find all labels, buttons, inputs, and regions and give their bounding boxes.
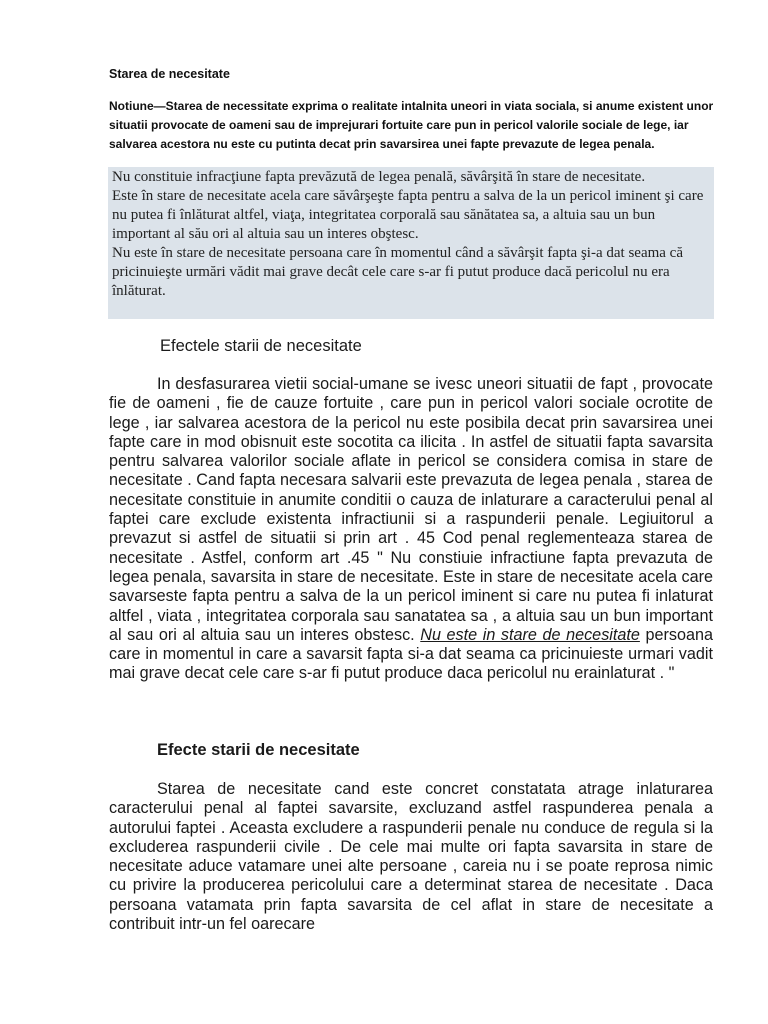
legal-paragraph-1: Nu constituie infracţiune fapta prevăzută de legea penală, săvârşită în stare de necesitate. [112,169,646,185]
body-paragraph-1 [109,375,713,684]
section-heading-efecte: Efecte starii de necesitate [157,741,360,759]
body-text-after: persoana care in momentul in care a savarsit fapta si-a dat seama ca pricinuieste urmari vadit mai grave decat cele care s-ar fi putut produce daca pericolul nu erainlaturat . " [109,625,713,683]
notiune-paragraph: Notiune—Starea de necessitate exprima o realitate intalnita uneori in viata sociala, si anume existent unor situatii provocate de oameni sau de imprejurari fortuite care pun in pericol valorile sociale de lege, iar salvarea acestora nu este cu putinta decat prin savarsirea unei fapte prevazute de legea penala. [109,99,714,151]
body-paragraph-2: Starea de necesitate cand este concret constatata atrage inlaturarea caracterului penal al faptei savarsite, excluzand astfel raspunderea penala a autorului faptei . Aceasta excludere a raspunderii penale nu conduce de regula si la excluderea raspunderii civile . De cele mai multe ori fapta savarsita in stare de necesitate aduce vatamare unei alte persoane , careia nu i se poate reprosa nimic cu privire la producerea pericolului care a determinat starea de necesitate . Daca persoana vatamata prin fapta savarsita de cel aflat in stare de necesitate a contribuit intr-un fel oarecare [109,780,713,934]
document-title: Starea de necesitate [109,67,230,81]
legal-paragraph-3: Nu este în stare de necesitate persoana care în momentul când a săvârşit fapta şi-a dat seama că pricinuieşte urmări vădit mai grave decât cele care s-ar fi putut produce dacă pericolul nu era înlăturat. [112,245,683,299]
body-text-before: In desfasurarea vietii social-umane se ivesc uneori situatii de fapt , provocate fie de oameni , fie de cauze fortuite , care pun in pericol valori sociale ocrotite de lege , iar salvarea acestora de la pericol nu este posibila decat prin savarsirea unei fapte care in mod obisnuit este socotita ca ilicita . In astfel de situatii fapta savarsita pentru salvarea valorilor sociale aflate in pericol se considera comisa in stare de necesitate . Cand fapta necesara salvarii este prevazuta de legea penala , starea de necesitate constituie in anumite conditii o cauza de inlaturare a caracterului penal al faptei care exclude existenta infractiunii si a raspunderii penale. Legiuitorul a prevazut si astfel de situatii si prin art . 45 Cod penal reglementeaza starea de necesitate . Astfel, conform art .45 " Nu constiuie infractiune fapta prevazuta de legea penala, savarsita in stare de necesitate. Este in stare de necesitate acela care savarseste fapta pentru a salva de la un pericol iminent si care nu putea fi inlaturat altfel , viata , integritatea corporala sau sanatatea sa , a altuia sau un bun important al sau ori al altuia sau un interes obstesc. [109,375,713,644]
legal-paragraph-2: Este în stare de necesitate acela care săvârşeşte fapta pentru a salva de la un pericol iminent şi care nu putea fi înlăturat altfel, viaţa, integritatea corporală sau sănătatea sa, a altuia sau un bun important al său ori al altuia sau un interes obştesc. [112,188,704,242]
emphasized-phrase: Nu este in stare de necesitate [420,625,640,644]
section-heading-efectele: Efectele starii de necesitate [160,337,362,355]
legal-text-box [108,167,714,319]
